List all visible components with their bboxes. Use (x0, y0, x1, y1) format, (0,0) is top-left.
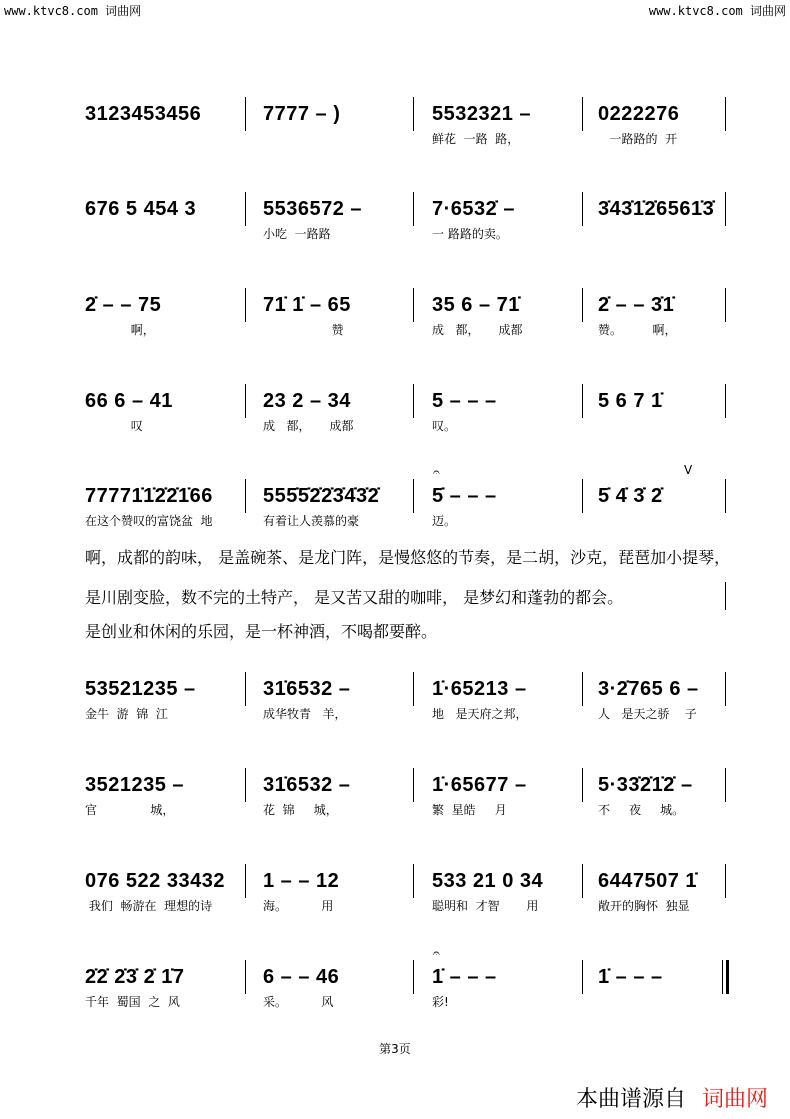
bar-line (582, 192, 583, 226)
measure-lyrics: 啊， (85, 323, 155, 337)
measure-notes: 3·2̇765 6 – (598, 678, 699, 700)
final-bar-line (726, 960, 729, 994)
bar-line (725, 192, 726, 226)
measure-lyrics: 小吃 一路路 (263, 227, 331, 241)
logo-prefix: 本曲谱源自 (575, 1087, 686, 1112)
measure-notes: 1̇·65213 – (432, 678, 527, 700)
measure-notes: 6 – – 46 (263, 966, 340, 988)
score-row (0, 870, 790, 930)
bar-line (725, 384, 726, 418)
prose-line-2: 是川剧变脸，数不完的土特产， 是又苦又甜的咖啡， 是梦幻和蓬勃的都会。 (85, 588, 624, 607)
measure-notes: 23 2 – 34 (263, 390, 351, 412)
bar-line (582, 768, 583, 802)
prose-line-3: 是创业和休闲的乐园，是一杯神酒，不喝都要醉。 (85, 622, 438, 641)
measure-notes: 2̇ – – 75 (85, 294, 162, 316)
bar-line (413, 97, 414, 131)
measure-lyrics: 聪明和 才智 用 (432, 899, 539, 913)
bar-line (725, 864, 726, 898)
measure-lyrics: 迈。 (432, 514, 457, 528)
bar-line (245, 672, 246, 706)
bar-line (725, 288, 726, 322)
measure-notes: 2̇2̇ 2̇3̇ 2̇ 1̇7 (85, 966, 185, 988)
measure-notes: 1̇ – – – (598, 966, 663, 988)
measure-notes: 3123453456 (85, 103, 202, 125)
score-row (0, 198, 790, 258)
watermark-right: www.ktvc8.com 词曲网 (648, 4, 786, 18)
bar-line (582, 384, 583, 418)
measure-notes: 35 6 – 71̇ (432, 294, 520, 316)
bar-line (725, 768, 726, 802)
measure-notes: 0222276 (598, 103, 680, 125)
measure-notes: 533 21 0 34 (432, 870, 544, 892)
fermata-icon: 𝄐 (433, 946, 440, 960)
measure-lyrics: 千年 蜀国 之 风 (85, 995, 180, 1009)
bar-line (413, 672, 414, 706)
bar-line (245, 288, 246, 322)
score-row (0, 103, 790, 163)
bar-line (722, 960, 723, 994)
bar-line (725, 672, 726, 706)
bar-line (582, 479, 583, 513)
bar-line (582, 672, 583, 706)
measure-notes: 5·33̇2̇1̇2̇ – (598, 774, 693, 796)
measure-lyrics: 一 路路的卖。 (432, 227, 508, 241)
measure-notes: 66 6 – 41 (85, 390, 173, 412)
measure-lyrics: 赞。 啊， (598, 323, 677, 337)
bar-line (413, 768, 414, 802)
measure-lyrics: 繁 星皓 月 (432, 803, 507, 817)
score-row (0, 946, 790, 1026)
page-number: 第3页 (379, 1042, 411, 1056)
measure-notes: 676 5 454 3 (85, 198, 197, 220)
bar-line (582, 288, 583, 322)
prose-line-1: 啊，成都的韵味， 是盖碗茶、是龙门阵，是慢悠悠的节奏，是二胡，沙克，琵琶加小提琴， (85, 548, 731, 567)
measure-lyrics: 官 城， (85, 803, 175, 817)
measure-notes: 7·6532̇ – (432, 198, 515, 220)
measure-notes: 53521235 – (85, 678, 196, 700)
measure-lyrics: 叹 (85, 419, 143, 433)
watermark-left: www.ktvc8.com 词曲网 (4, 4, 142, 18)
bar-line (413, 960, 414, 994)
bar-line (245, 960, 246, 994)
measure-lyrics: 采。 风 (263, 995, 334, 1009)
measure-notes: 31̇6532 – (263, 774, 351, 796)
measure-lyrics: 一路路的 开 (598, 132, 678, 146)
measure-notes: 77771̇1̇2̇2̇1̇66 (85, 485, 213, 507)
measure-notes: 1 – – 12 (263, 870, 340, 892)
bar-line (245, 479, 246, 513)
source-logo (576, 1082, 768, 1113)
measure-notes: 71̇ 1̇ – 65 (263, 294, 351, 316)
measure-lyrics: 在这个赞叹的富饶盆 地 (85, 514, 213, 528)
bar-line (245, 384, 246, 418)
bar-line (245, 864, 246, 898)
measure-lyrics: 成 都， 成都 (432, 323, 523, 337)
measure-lyrics: 我们 畅游在 理想的诗 (85, 899, 213, 913)
bar-line (725, 582, 726, 610)
measure-notes: 1̇ – – – (432, 966, 497, 988)
measure-notes: 5532321 – (432, 103, 532, 125)
measure-notes: 555̇5̇2̇2̇3̇4̇3̇2̇ (263, 485, 380, 507)
measure-lyrics: 花 锦 城， (263, 803, 338, 817)
measure-lyrics: 叹。 (432, 419, 457, 433)
measure-notes: 3̇43̇1̇2̇6561̇3̇ (598, 198, 715, 220)
measure-notes: 076 522 33432 (85, 870, 225, 892)
score-row (0, 294, 790, 354)
measure-notes: 1̇·65677 – (432, 774, 527, 796)
measure-notes: 31̇6532 – (263, 678, 351, 700)
measure-notes: 5536572 – (263, 198, 363, 220)
score-row (0, 390, 790, 450)
measure-lyrics: 金牛 游 锦 江 (85, 707, 168, 721)
measure-lyrics: 人 是天之骄 子 (598, 707, 697, 721)
measure-lyrics: 有着让人羡慕的豪 (263, 514, 360, 528)
bar-line (582, 960, 583, 994)
logo-brand: 词曲网 (701, 1087, 768, 1112)
measure-notes: 5̇ – – – (432, 485, 497, 507)
measure-notes: 5 6 7 1̇ (598, 390, 663, 412)
measure-notes: 5 – – – (432, 390, 497, 412)
measure-notes: 2̇ – – 3̇1̇ (598, 294, 675, 316)
measure-notes: 3521235 – (85, 774, 185, 796)
bar-line (582, 864, 583, 898)
score-row (0, 678, 790, 738)
measure-notes: 5̇ 4̇ 3̇ 2̇ (598, 485, 663, 507)
bar-line (413, 192, 414, 226)
measure-lyrics: 地 是天府之邦， (432, 707, 528, 721)
bar-line (245, 192, 246, 226)
bar-line (245, 97, 246, 131)
measure-notes: 6447507 1̇ (598, 870, 698, 892)
measure-lyrics: 成 都， 成都 (263, 419, 354, 433)
measure-lyrics: 海。 用 (263, 899, 334, 913)
bar-line (245, 768, 246, 802)
measure-lyrics: 赞 (263, 323, 344, 337)
measure-lyrics: 成华牧青 羊， (263, 707, 347, 721)
measure-lyrics: 敞开的胸怀 独显 (598, 899, 690, 913)
breath-mark-icon: V (684, 463, 693, 477)
measure-lyrics: 彩! (432, 995, 449, 1009)
measure-notes: 7777 – ) (263, 103, 341, 125)
score-row (0, 463, 790, 545)
bar-line (725, 479, 726, 513)
measure-lyrics: 不 夜 城。 (598, 803, 685, 817)
score-row (0, 774, 790, 834)
measure-lyrics: 鲜花 一路 路， (432, 132, 520, 146)
bar-line (413, 479, 414, 513)
bar-line (413, 384, 414, 418)
fermata-icon: 𝄐 (433, 465, 440, 479)
bar-line (413, 288, 414, 322)
bar-line (413, 864, 414, 898)
bar-line (582, 97, 583, 131)
bar-line (725, 97, 726, 131)
